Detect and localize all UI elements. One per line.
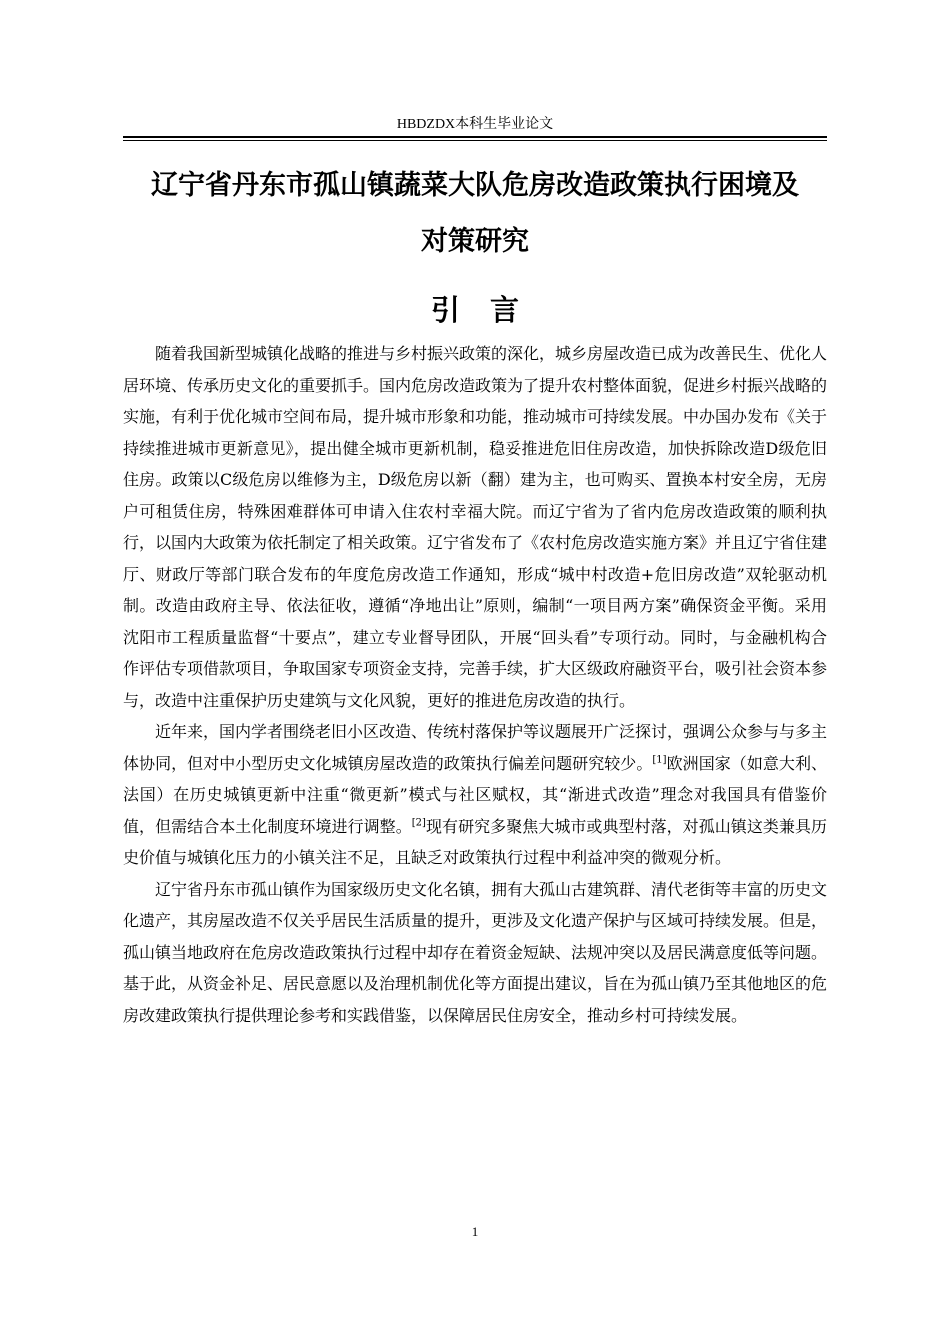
header-rule-thick <box>123 136 827 138</box>
citation-1: [1] <box>652 754 667 766</box>
header-rule-thin <box>123 140 827 141</box>
running-header: HBDZDX本科生毕业论文 <box>396 117 554 132</box>
section-heading-introduction: 引言 <box>430 293 549 327</box>
paragraph-2-part-b: 欧洲国家（如意大利、法国）在历史城镇更新中注重“微更新”模式与社区赋权，其“渐进式改造”理念对我国具有借鉴价值，但需结合本土化制度环境进行调整。 <box>123 753 827 836</box>
paragraph-2-part-c: 现有研究多聚焦大城市或典型村落，对孤山镇这类兼具历史价值与城镇化压力的小镇关注不足，且缺乏对政策执行过程中利益冲突的微观分析。 <box>123 816 827 867</box>
paper-title <box>110 158 840 270</box>
citation-2: [2] <box>411 817 426 829</box>
paragraph-2 <box>123 716 827 874</box>
paragraph-3: 辽宁省丹东市孤山镇作为国家级历史文化名镇，拥有大孤山古建筑群、清代老街等丰富的历史文化遗产，其房屋改造不仅关乎居民生活质量的提升，更涉及文化遗产保护与区域可持续发展。但是，孤山镇当地政府在危房改造政策执行过程中却存在着资金短缺、法规冲突以及居民满意度低等问题。基于此，从资金补足、居民意愿以及治理机制优化等方面提出建议，旨在为孤山镇乃至其他地区的危房改建政策执行提供理论参考和实践借鉴，以保障居民住房安全，推动乡村可持续发展。 <box>123 879 828 1025</box>
paragraph-2-part-a: 近年来，国内学者围绕老旧小区改造、传统村落保护等议题展开广泛探讨，强调公众参与与多主体协同，但对中小型历史文化城镇房屋改造的政策执行偏差问题研究较少。 <box>123 722 828 773</box>
body-text <box>123 338 827 1031</box>
paragraph-1: 随着我国新型城镇化战略的推进与乡村振兴政策的深化，城乡房屋改造已成为改善民生、优化人居环境、传承历史文化的重要抓手。国内危房改造政策为了提升农村整体面貌，促进乡村振兴战略的实施，有利于优化城市空间布局，提升城市形象和功能，推动城市可持续发展。中办国办发布《关于持续推进城市更新意见》，提出健全城市更新机制，稳妥推进危旧住房改造，加快拆除改造D级危旧住房。政策以C级危房以维修为主，D级危房以新（翻）建为主，也可购买、置换本村安全房，无房户可租赁住房，特殊困难群体可申请入住农村幸福大院。而辽宁省为了省内危房改造政策的顺利执行，以国内大政策为依托制定了相关政策。辽宁省发布了《农村危房改造实施方案》并且辽宁省住建厅、财政厅等部门联合发布的年度危房改造工作通知，形成“城中村改造+危旧房改造”双轮驱动机制。改造由政府主导、依法征收，遵循“净地出让”原则，编制“一项目两方案”确保资金平衡。采用沈阳市工程质量监督“十要点”，建立专业督导团队，开展“回头看”专项行动。同时，与金融机构合作评估专项借款项目，争取国家专项资金支持，完善手续，扩大区级政府融资平台，吸引社会资本参与，改造中注重保护历史建筑与文化风貌，更好的推进危房改造的执行。 <box>123 344 828 710</box>
title-line-1: 辽宁省丹东市孤山镇蔬菜大队危房改造政策执行困境及 <box>151 170 799 201</box>
page-number: 1 <box>471 1224 479 1239</box>
title-line-2: 对策研究 <box>421 226 529 257</box>
